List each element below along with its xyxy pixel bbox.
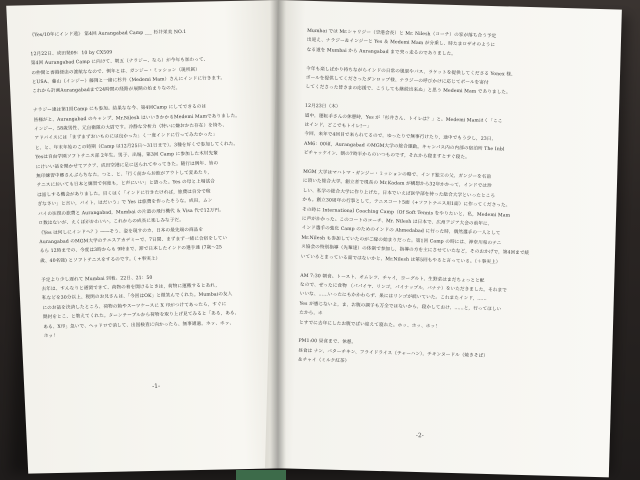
text-line: なる道を Mumbai から Aurangabad まで突っ走るのでありました。 — [306, 47, 456, 57]
text-line: とUSA、藤山（インジー）藤岡と一緒に杉井（Medemi Mam）さんにインドに行きます。 — [31, 76, 226, 86]
text-line: テニスにおいても日本と練習で何度も，と声にいい」と語った。Yes の母と上場試合 — [36, 179, 216, 189]
right-page-text — [298, 27, 599, 374]
text-line: ボールを提供してくださったダンロップ様、ナラジーの呼びかけに応じてボールを寄付 — [305, 75, 489, 86]
text-line: Mumbai では Mr.シャリジー（空港会長）と Mr. Nilesh（コーチ）の家が落ち合う予定 — [307, 28, 497, 40]
text-line: たから，ホ — [299, 310, 323, 317]
text-line: ＆チャイ（ミルク紅茶） — [297, 357, 350, 365]
text-line: かも。創立30周年の行事として，テニスコート5面（+ソフトテニス用1面）に作ってくださった。 — [302, 198, 511, 209]
right-page — [265, 0, 622, 477]
text-line: にのお話を決済したところ、荷物の箱やスーツケースに X 印がつけてあったら，すぐに — [42, 302, 227, 311]
text-line: いているとまっている面ではないかと，Mr.Nilesh は第5回もやると言っている。（＋事実上） — [300, 254, 501, 266]
text-line: 道中，運転手さんの休憩時，Yes が「杉井さん、トイレは？」と。Medemi Mamはく「ここ — [304, 113, 503, 124]
text-line: に頂いた総合大学。創立者で現長の Mr.Kadam が構想から32年かかって，インドでは珍 — [302, 179, 492, 190]
text-line: MGM 大学はマハトマ・ガンジー・ミッションの略で、インド独立の父，ガンジーを名前 — [303, 169, 492, 181]
text-line: Yes が感じないよ，ま，お腹の調子も万全ではないから，寝かしておけ，……と，行ってほしい — [299, 301, 502, 313]
text-line: インド選手の強化 Camp のためのインドの Ahmedabad に行った時，偶然選手の一人として — [301, 226, 501, 237]
text-line: 昼食は ナン、バターチキン、フライドライス（チャーハン），チキンヌードル（焼きそば） — [298, 348, 488, 359]
text-line: は話しする機会がありました。目くはく「インドに行きたければ，旅費は自分で稼 — [37, 189, 211, 199]
text-line: Mr.Nilesh も参加していたのがご縁の始まりだった。第1回 Camp の時には、神奈川県のテニ — [301, 235, 502, 247]
text-line: るら 12時までの、今度は3時からも 9時まで、滞で日本したインドの選手達 (7歳～25 — [39, 245, 223, 255]
text-line: なので、ぜったに食物 （パパイヤ、リンゴ，パイナップル，バナナ）をいただきました。それまで — [299, 282, 507, 294]
text-line: これから計画Aurangabadまで24時間の経路が展開の始まりなのだ。 — [32, 86, 181, 95]
left-page-number: -1- — [152, 382, 161, 390]
text-line: PM1:00 昼食まで、休憩。 — [298, 339, 357, 346]
text-line: にけいい話を聞かせてアクア、成田空港に足に送られてやってきた。随行は例年、皆の — [35, 161, 219, 170]
text-line: ホッ！ — [43, 333, 59, 340]
text-line: ナラジー達は第1回Camp にも参加。結果なな今、第4回Camp にしてできるのは — [33, 104, 207, 114]
text-line: 第4回 Aurangabad Camp に向けて、朝五（ナラジー、なら）が今年も加わって、 — [30, 57, 209, 67]
book-gutter — [270, 0, 286, 480]
text-line: 12月23日（木） — [304, 104, 341, 111]
text-line: と、と、年末年始のこの時期（Camp は12月25日～31日まで）。3種を好くで参加してくれた。 — [34, 141, 239, 152]
right-page-number: -2- — [415, 432, 424, 440]
text-line: その時に International Coaching Camp（Of Soft Tennis をやりたいと，私，Medemi Mam — [302, 207, 511, 219]
text-line: の仲間と香港経由の渡航ななので、例年とは、ガンジー・ミッション（現所属） — [31, 67, 200, 76]
text-line: ス協会の特別指導（先輩達）の体制で参加し，指導の方を主にさせていたなど，そのおかげで，第4回まで続 — [301, 245, 530, 257]
text-line: とすでに去年にしたお腹でばい迎えて寝れた。ホッ、ホッ、ホッ！ — [298, 320, 440, 330]
text-line: ぎなさい」と言い，バイト，はだいう」で Yes は旅費を作ったそうな。成田，ムン — [37, 198, 213, 208]
text-line: 予定より少し遅れて Mumbai 到着。22日、21：50 — [41, 275, 153, 283]
text-line: 無印練習中郷さんぷらちなた，つと、と、「行く前からお飲がアウトして変あたり， — [36, 170, 213, 180]
text-line: 皆様がと、Aurangabad のキャンプ、Mr.Nilesh はいいきかかるMedemi Mamでありました。 — [33, 113, 241, 123]
text-line: 歳、40名強) とソフトテニスをするのです。（ +事実上） — [40, 256, 161, 264]
text-line: AM6：00頃，Aurangabad のMGM大学の総合運動。キャンパス内の内部の宿泊所 The Inbl — [303, 141, 505, 153]
text-line: 《Yes/10年にインド遠》 第4回 Aurangabad Camp ___ 杉井栄美 NO.1 — [29, 29, 187, 39]
text-line: しい、私学の総合大学に作り上げた。日本でいえば医学部を持った総合大学といったところ — [302, 188, 496, 199]
text-line: はインド，どこでもトイレ!ー」 — [304, 122, 372, 130]
left-page — [6, 0, 300, 474]
text-line: Yesは自由学園ソフトテニス部 2年生。男子、出場。第3回 Camp に参加した木村先輩 — [35, 151, 219, 161]
text-line: バイの往復の旅費と Aurangabad，Mumbai の片道の飛行機代 ＆ Visa 代で12万円。 — [37, 207, 224, 217]
text-line: 出迎え、ナラジー＆インジーと Yes ＆ Medemi Mam が分乗し、時たまロザオのように — [306, 38, 496, 49]
text-line: 開封をとこ、と教えてくれた。ターンテーブルから荷物を取り上げ見てみると「ある，ある， — [42, 311, 240, 321]
text-line: 今回，来年で4回目で来られてるので，ゆったりで無事行けたり，途中でもう少し，23日， — [304, 132, 497, 143]
text-line: アドバイスには「まずまずおいものには良かった」く一度インドに行ってみたかった」 — [34, 132, 218, 142]
text-line: 《Yes は何しにインドへ？》――そう、姿を現すのカ、日本の最先端の商品を — [38, 227, 204, 236]
text-line: してくださった皆さまの応援で、こうしても継続出来ぬ」と思う Medemi Mam でありました。 — [305, 85, 511, 96]
text-line: ビチャッケイン、朝の7時半からのいつものです，それから寝ますとすぐ寝た。 — [303, 151, 470, 161]
text-line: 去年は、すんなりと通関できて、荷物の着を開けるときは，荷物に運搬するとあれ， — [41, 283, 221, 293]
text-line: インジー、58歳男性、元自衛隊の大尉です。冷静な分析力（特いに嫌おかた存在）を持ち、 — [33, 123, 228, 133]
text-line: に声がかかった。このコートのコーチ、Mr. Nilesh は日本で、広州アジア大会の前年に、 — [301, 216, 493, 228]
book-spine — [236, 470, 286, 480]
text-line: ある、X印」急いで、ヘッドロで消して、出国検査に向かったら、無事通過。ホッ、ホッ、 — [43, 320, 235, 330]
text-line: 私などを30分以上、税関のお兄さんは、「今回はOK」と微笑んでくれた。Mumbaiの友人 — [41, 292, 233, 302]
text-line: 今年も楽しばかり持ちながらインドの日常の風景やバス、ラケットを提供してくださる Yonex 様、 — [306, 66, 516, 78]
text-line: Aurangabad のMGM大学のテニスアカデミーで、7日間、まずまず一緒に合宿をしてい — [39, 236, 228, 246]
text-line: いいな、……いったにもかかわらず、果にはリンゴが続いていた。これまたインド，…… — [299, 292, 487, 303]
text-line: 12月22日、成田発09：10 by CX509 — [30, 50, 113, 58]
text-line: AM 7:30 朝食。トースト、オムレツ、チャイ，ヨーグルト，生野菜はまだちょっとと配 — [300, 273, 485, 284]
text-line: ロ数はないが、えくぼがかわいい。これからの成長に楽しみな子だ。 — [38, 218, 185, 227]
left-page-text — [29, 26, 275, 341]
